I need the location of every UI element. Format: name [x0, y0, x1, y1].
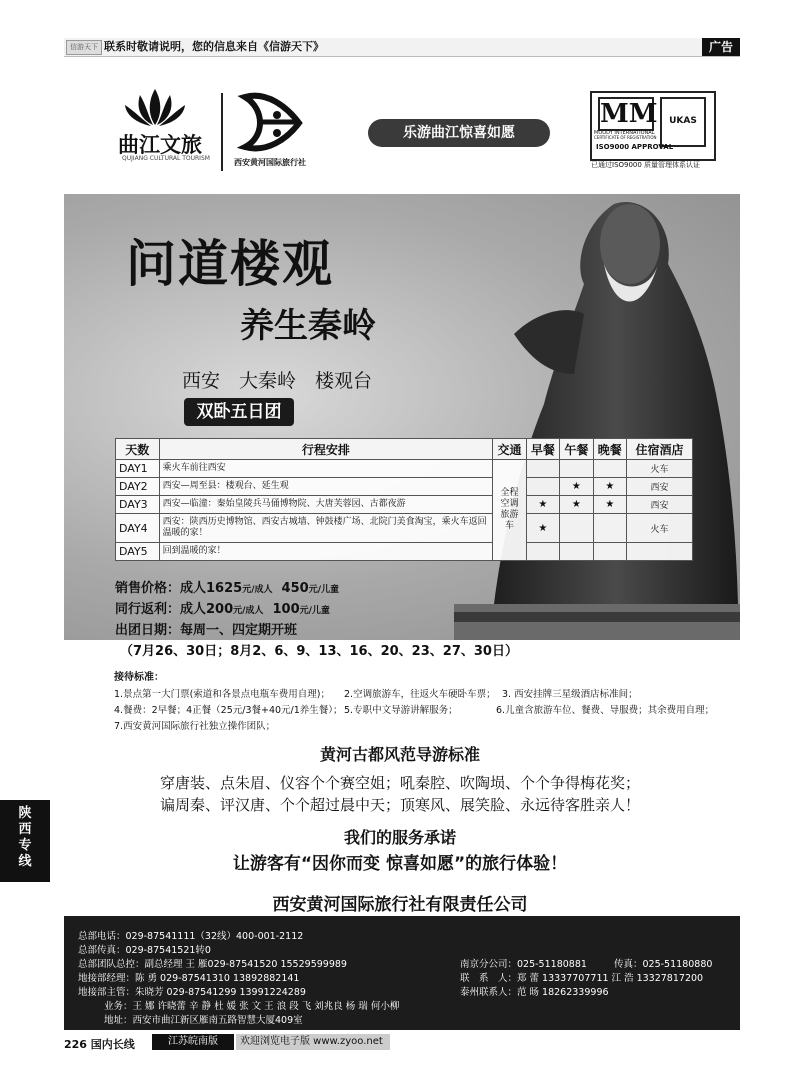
rebate-adult: 同行返利：成人200: [115, 602, 234, 617]
col-plan: 行程安排: [159, 439, 493, 460]
transport-cell: 全程空调旅游车: [493, 460, 526, 561]
quijiang-brand-name: 曲江文旅: [118, 133, 202, 157]
cert-line-2: CERTIFICATE OF REGISTRATION: [594, 135, 657, 140]
table-row: [116, 460, 693, 478]
source-note: 联系时敬请说明，您的信息来自《信游天下》: [104, 40, 324, 53]
col-lunch: 午餐: [560, 439, 593, 460]
hero-title-1: 问道楼观: [126, 234, 334, 293]
guide-line: 穿唐装、点朱眉、仪容个个赛空姐；吼秦腔、吹陶埙、个个争得梅花奖；: [159, 774, 640, 792]
table-row: [116, 514, 693, 543]
col-day: 天数: [116, 439, 160, 460]
standard-item: 6.儿童含旅游车位、餐费、导服费；其余费用自理；: [496, 705, 715, 716]
contact-panel: [64, 916, 740, 1030]
hotel-cell: 西安: [627, 496, 693, 514]
top-bar: [64, 38, 740, 57]
day-cell: DAY2: [116, 478, 160, 496]
lunch-cell: [560, 543, 593, 561]
moody-logo: MM: [600, 99, 658, 129]
dinner-cell: ★: [593, 496, 626, 514]
regional-manager: 地接部经理：陈 勇 029-87541310 13892882141: [78, 973, 300, 984]
cert-line-1: MOODY INTERNATIONAL: [594, 130, 655, 136]
section-side-tab: [0, 800, 50, 882]
cert-line-3: ISO9000 APPROVAL: [596, 143, 674, 151]
promise-text: 让游客有“因你而变 惊喜如愿”的旅行体验！: [232, 854, 568, 874]
standard-item: 4.餐费：2早餐；4正餐（25元/3餐+40元/1养生餐）；: [114, 705, 343, 716]
nanjing-contact: 联 系 人：郑 蕾 13337707711 江 浩 13327817200: [460, 973, 704, 984]
agency-name: 西安黄河国际旅行社: [234, 158, 306, 167]
rebate-child-unit: 元/儿童: [299, 606, 330, 616]
rebate-adult-unit: 元/成人: [233, 606, 264, 616]
rebate-child: 100: [272, 602, 300, 617]
magazine-logo: 信游天下: [66, 40, 102, 55]
laozi-statue-image: [454, 194, 740, 640]
address: 地址：西安市曲江新区雁南五路智慧大厦409室: [104, 1015, 303, 1026]
day-cell: DAY3: [116, 496, 160, 514]
breakfast-cell: [526, 478, 559, 496]
sale-price-adult: 销售价格：成人1625: [115, 581, 243, 596]
logo-band: [64, 57, 740, 194]
standard-item: 7.西安黄河国际旅行社独立操作团队；: [114, 721, 276, 732]
breakfast-cell: [526, 460, 559, 478]
hq-fax: 总部传真：029-87541521转0: [78, 945, 211, 956]
standards-heading: 接待标准：: [114, 672, 164, 683]
table-header-row: [116, 439, 693, 460]
standard-item: 2.空调旅游车，往返火车硬卧车票；: [344, 689, 496, 700]
departure-schedule: 出团日期：每周一、四定期开班: [115, 623, 298, 638]
sale-price-child-unit: 元/儿童: [308, 585, 339, 595]
logo-divider: [221, 93, 223, 171]
day-cell: DAY5: [116, 543, 160, 561]
cert-caption: 已通过ISO9000 质量管理体系认证: [591, 161, 701, 169]
ukas-logo: UKAS: [660, 97, 706, 147]
lunch-cell: ★: [560, 478, 593, 496]
standard-item: 1.景点第一大门票(索道和各景点电瓶车费用自理)；: [114, 689, 330, 700]
table-row: [116, 496, 693, 514]
website-link[interactable]: 欢迎浏览电子版 www.zyoo.net: [236, 1034, 390, 1050]
col-transport: 交通: [493, 439, 526, 460]
hotel-cell: [627, 543, 693, 561]
ad-tag: 广告: [702, 38, 740, 56]
standard-item: 5.专职中文导游讲解服务；: [344, 705, 458, 716]
standard-item: 3. 西安挂牌三星级酒店标准间；: [502, 689, 638, 700]
breakfast-cell: [526, 543, 559, 561]
sale-price-child: 450: [281, 581, 309, 596]
nanjing-phone: 南京分公司：025-51180881: [460, 959, 587, 970]
taizhou-contact: 泰州联系人：范 旸 18262339996: [460, 987, 609, 998]
dinner-cell: [593, 514, 626, 543]
promise-heading: 我们的服务承诺: [343, 828, 456, 847]
sale-price-adult-unit: 元/成人: [242, 585, 273, 595]
nanjing-fax: 传真：025-51180880: [614, 959, 713, 970]
company-name: 西安黄河国际旅行社有限责任公司: [272, 895, 528, 915]
fish-logo-icon: [237, 87, 307, 157]
staff-list: 业务：王 娜 许晓蕾 辛 静 杜 媛 张 文 王 浪 段 飞 刘兆良 杨 瑞 何小柳: [104, 1001, 400, 1012]
lunch-cell: [560, 514, 593, 543]
hero-title-2: 养生秦岭: [240, 306, 376, 346]
guide-line: 谝周秦、评汉唐、个个超过晨中天；顶寒风、展笑脸、永远待客胜亲人！: [159, 796, 640, 814]
side-tab-label: 陕西专线: [18, 806, 32, 869]
breakfast-cell: ★: [526, 496, 559, 514]
table-row: [116, 478, 693, 496]
col-dinner: 晚餐: [593, 439, 626, 460]
plan-cell: 西安—周至县：楼观台、延生观: [159, 478, 493, 496]
plan-cell: 乘火车前往西安: [159, 460, 493, 478]
guide-heading: 黄河古都风范导游标准: [319, 745, 480, 764]
plan-cell: 回到温暖的家！: [159, 543, 493, 561]
edition-label: 江苏皖南版: [152, 1034, 234, 1050]
page-number: 226 国内长线: [64, 1038, 135, 1051]
hero-photo: [64, 194, 740, 640]
tour-badge: 双卧五日团: [184, 398, 294, 426]
sale-price: [115, 577, 339, 596]
table-row: [116, 543, 693, 561]
hotel-cell: 火车: [627, 460, 693, 478]
lotus-logo-icon: [120, 87, 190, 127]
col-breakfast: 早餐: [526, 439, 559, 460]
departure-dates: （7月26、30日；8月2、6、9、13、16、20、23、27、30日）: [120, 644, 518, 659]
hq-phone: 总部电话：029-87541111（32线）400-001-2112: [78, 931, 304, 942]
dinner-cell: ★: [593, 478, 626, 496]
day-cell: DAY4: [116, 514, 160, 543]
regional-lead: 地接部主管：朱晓芳 029-87541299 13991224289: [78, 987, 306, 998]
dinner-cell: [593, 460, 626, 478]
lunch-cell: ★: [560, 496, 593, 514]
lunch-cell: [560, 460, 593, 478]
rebate-price: [115, 598, 330, 617]
plan-cell: 西安：陕西历史博物馆、西安古城墙、钟鼓楼广场、北院门美食淘宝，乘火车返回温暖的家！: [159, 514, 493, 543]
slogan-pill: 乐游曲江惊喜如愿: [368, 119, 550, 147]
plan-cell: 西安—临潼：秦始皇陵兵马俑博物院、大唐芙蓉园、古都夜游: [159, 496, 493, 514]
breakfast-cell: ★: [526, 514, 559, 543]
col-hotel: 住宿酒店: [627, 439, 693, 460]
itinerary-table: [115, 438, 693, 561]
iso-certificate: [590, 91, 716, 161]
hq-group: 总部团队总控：副总经理 王 雁029-87541520 15529599989: [78, 959, 347, 970]
day-cell: DAY1: [116, 460, 160, 478]
hotel-cell: 火车: [627, 514, 693, 543]
quijiang-brand-sub: QUJIANG CULTURAL TOURISM: [122, 155, 210, 162]
dinner-cell: [593, 543, 626, 561]
hotel-cell: 西安: [627, 478, 693, 496]
hero-route: 西安 大秦岭 楼观台: [182, 370, 373, 392]
